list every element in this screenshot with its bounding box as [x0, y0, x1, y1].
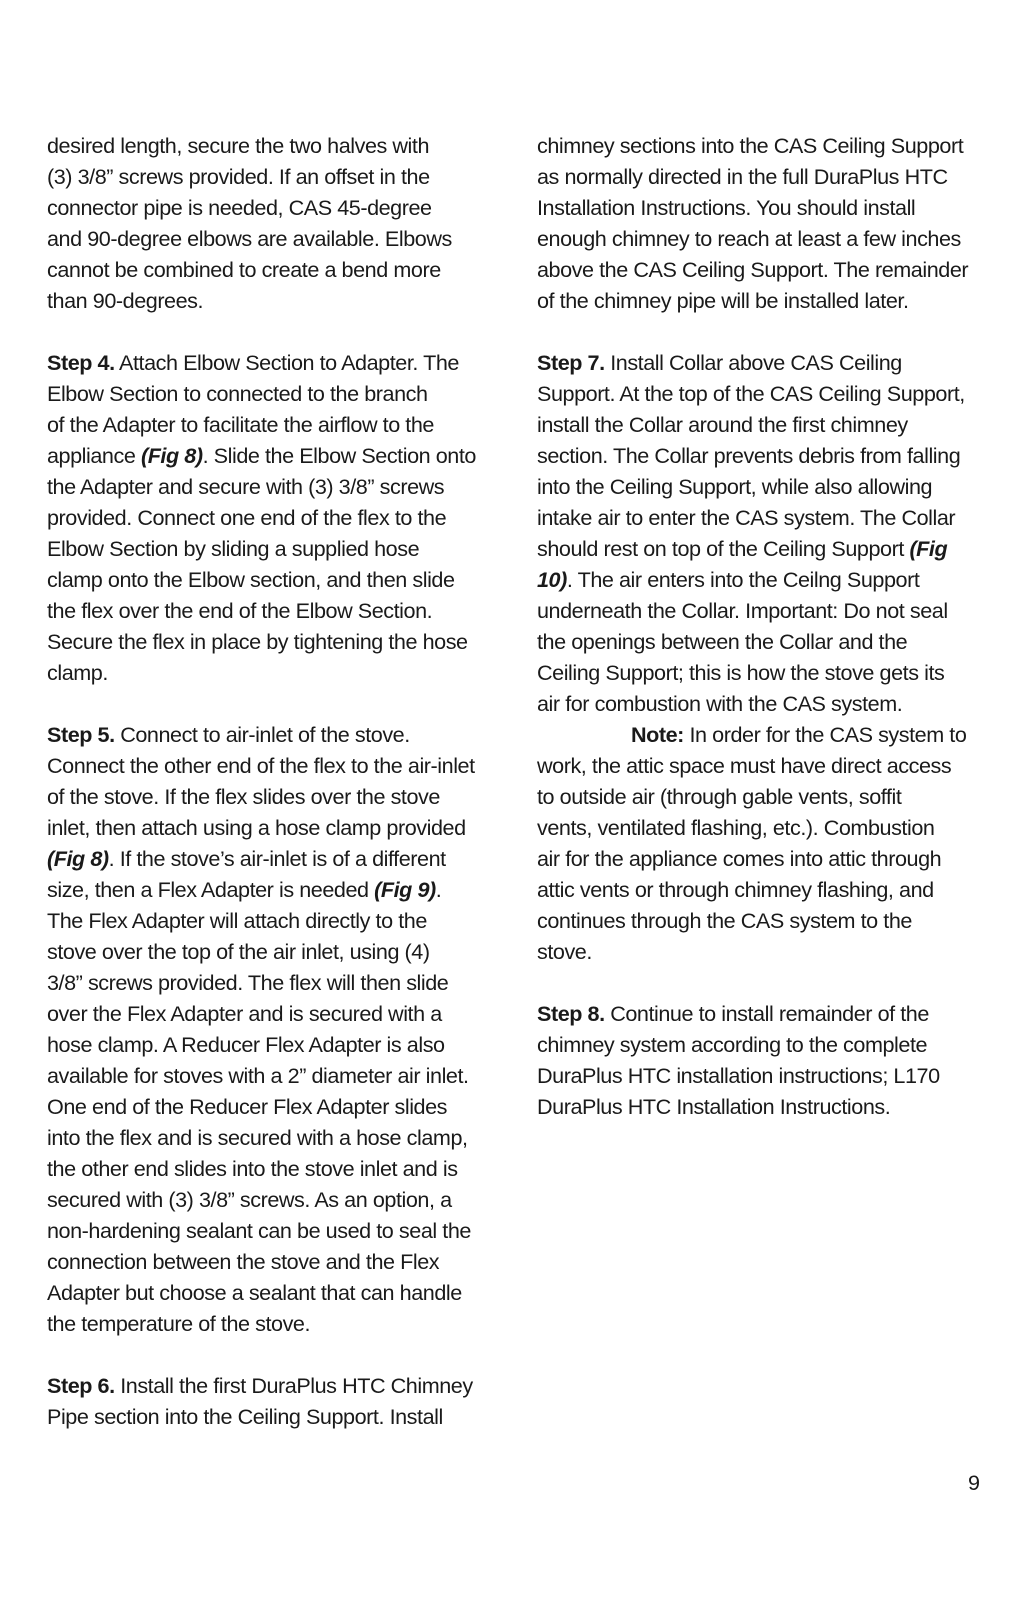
text-run: Attach Elbow Section to Adapter. The: [114, 350, 459, 375]
step-label: Step 4.: [47, 350, 115, 375]
text-line: Adapter but choose a sealant that can handle: [47, 1280, 462, 1305]
figure-reference: 10): [537, 567, 567, 592]
text-line: continues through the CAS system to the: [537, 908, 912, 933]
text-line: air for combustion with the CAS system.: [537, 691, 903, 716]
text-line: the temperature of the stove.: [47, 1311, 311, 1336]
text-line: to outside air (through gable vents, soffit: [537, 784, 902, 809]
step-label: Step 5.: [47, 722, 115, 747]
text-line: chimney system according to the complete: [537, 1032, 928, 1057]
text-line: of the stove. If the flex slides over the stove: [47, 784, 440, 809]
text-run: . If the stove’s air-inlet is of a different: [108, 846, 446, 871]
text-line: The Flex Adapter will attach directly to the: [47, 908, 427, 933]
paragraph-step-7: [537, 347, 989, 719]
paragraph-step-6: [47, 1370, 497, 1432]
text-line: as normally directed in the full DuraPlus HTC: [537, 164, 948, 189]
step-label: Step 8.: [537, 1001, 605, 1026]
text-line: than 90-degrees.: [47, 288, 204, 313]
text-run: . The air enters into the Ceilng Support: [566, 567, 920, 592]
text-line: [47, 874, 497, 905]
text-line: clamp onto the Elbow section, and then slide: [47, 567, 455, 592]
text-run: size, then a Flex Adapter is needed: [47, 877, 375, 902]
text-line: the other end slides into the stove inlet and is: [47, 1156, 458, 1181]
paragraph-note: [537, 719, 989, 967]
text-line: [47, 719, 497, 750]
text-line: install the Collar around the first chimney: [537, 412, 908, 437]
text-line: attic vents or through chimney flashing, and: [537, 877, 934, 902]
text-line: [47, 843, 497, 874]
text-line: of the chimney pipe will be installed later.: [537, 288, 909, 313]
figure-reference: (Fig 9): [374, 877, 436, 902]
text-line: provided. Connect one end of the flex to the: [47, 505, 447, 530]
text-run: Install Collar above CAS Ceiling: [604, 350, 902, 375]
text-line: enough chimney to reach at least a few inches: [537, 226, 961, 251]
text-line: Elbow Section by sliding a supplied hose: [47, 536, 420, 561]
text-line: [537, 347, 989, 378]
figure-reference: (Fig 8): [140, 443, 203, 468]
text-line: [47, 1370, 497, 1401]
text-line: 3/8” screws provided. The flex will then slide: [47, 970, 449, 995]
text-run: should rest on top of the Ceiling Support: [537, 536, 910, 561]
text-line: connector pipe is needed, CAS 45-degree: [47, 195, 432, 220]
text-line: Secure the flex in place by tightening the hose: [47, 629, 468, 654]
paragraph-step-4: [47, 347, 497, 688]
text-line: stove over the top of the air inlet, using (4): [47, 939, 430, 964]
text-line: [537, 533, 989, 564]
text-line: over the Flex Adapter and is secured with a: [47, 1001, 442, 1026]
note-label: Note:: [631, 722, 684, 747]
figure-reference: (Fig 8): [47, 846, 109, 871]
text-line: DuraPlus HTC installation instructions; L170: [537, 1063, 940, 1088]
text-run: . Slide the Elbow Section onto: [202, 443, 476, 468]
text-line: Installation Instructions. You should install: [537, 195, 916, 220]
left-column: [47, 130, 497, 1463]
text-line: desired length, secure the two halves with: [47, 133, 430, 158]
page-number: 9: [967, 1470, 980, 1495]
text-line: [537, 564, 989, 595]
paragraph-intro-right: [537, 130, 989, 316]
paragraph-step-8: [537, 998, 989, 1122]
step-label: Step 6.: [47, 1373, 115, 1398]
text-line: stove.: [537, 939, 592, 964]
text-line: Support. At the top of the CAS Ceiling Support,: [537, 381, 965, 406]
text-run: Continue to install remainder of the: [604, 1001, 929, 1026]
text-line: the openings between the Collar and the: [537, 629, 908, 654]
text-line: section. The Collar prevents debris from falling: [537, 443, 961, 468]
text-line: Pipe section into the Ceiling Support. Install: [47, 1404, 443, 1429]
text-line: of the Adapter to facilitate the airflow to the: [47, 412, 434, 437]
text-line: non-hardening sealant can be used to seal the: [47, 1218, 471, 1243]
text-line: Ceiling Support; this is how the stove gets its: [537, 660, 945, 685]
text-line: (3) 3/8” screws provided. If an offset in the: [47, 164, 430, 189]
text-line: and 90-degree elbows are available. Elbows: [47, 226, 452, 251]
text-line: [537, 998, 989, 1029]
right-column: [537, 130, 989, 1153]
text-line: inlet, then attach using a hose clamp provided: [47, 815, 466, 840]
text-run: Connect to air-inlet of the stove.: [114, 722, 410, 747]
text-line: into the flex and is secured with a hose clamp,: [47, 1125, 468, 1150]
figure-reference: (Fig: [909, 536, 948, 561]
text-run: appliance: [47, 443, 141, 468]
text-line: [47, 347, 497, 378]
text-line: above the CAS Ceiling Support. The remainder: [537, 257, 969, 282]
text-line: available for stoves with a 2” diameter air inlet.: [47, 1063, 469, 1088]
text-line: underneath the Collar. Important: Do not seal: [537, 598, 948, 623]
text-line: cannot be combined to create a bend more: [47, 257, 441, 282]
text-line: hose clamp. A Reducer Flex Adapter is also: [47, 1032, 445, 1057]
text-line: chimney sections into the CAS Ceiling Support: [537, 133, 964, 158]
text-line: Elbow Section to connected to the branch: [47, 381, 428, 406]
text-line: work, the attic space must have direct access: [537, 753, 952, 778]
text-line: secured with (3) 3/8” screws. As an option, a: [47, 1187, 452, 1212]
text-line: Connect the other end of the flex to the air-inlet: [47, 753, 475, 778]
text-line: the flex over the end of the Elbow Section.: [47, 598, 433, 623]
paragraph-intro-left: [47, 130, 497, 316]
text-line: into the Ceiling Support, while also allowing: [537, 474, 933, 499]
text-line: DuraPlus HTC Installation Instructions.: [537, 1094, 891, 1119]
text-run: Install the first DuraPlus HTC Chimney: [114, 1373, 473, 1398]
text-run: In order for the CAS system to: [683, 722, 967, 747]
text-line: [47, 440, 497, 471]
text-line: the Adapter and secure with (3) 3/8” screws: [47, 474, 445, 499]
text-line: One end of the Reducer Flex Adapter slides: [47, 1094, 448, 1119]
text-line: connection between the stove and the Flex: [47, 1249, 440, 1274]
text-line: air for the appliance comes into attic through: [537, 846, 942, 871]
paragraph-step-5: [47, 719, 497, 1339]
text-line: vents, ventilated flashing, etc.). Combustion: [537, 815, 935, 840]
text-line: [537, 719, 989, 750]
text-line: clamp.: [47, 660, 108, 685]
text-line: intake air to enter the CAS system. The Collar: [537, 505, 956, 530]
text-run: .: [435, 877, 442, 902]
step-label: Step 7.: [537, 350, 605, 375]
